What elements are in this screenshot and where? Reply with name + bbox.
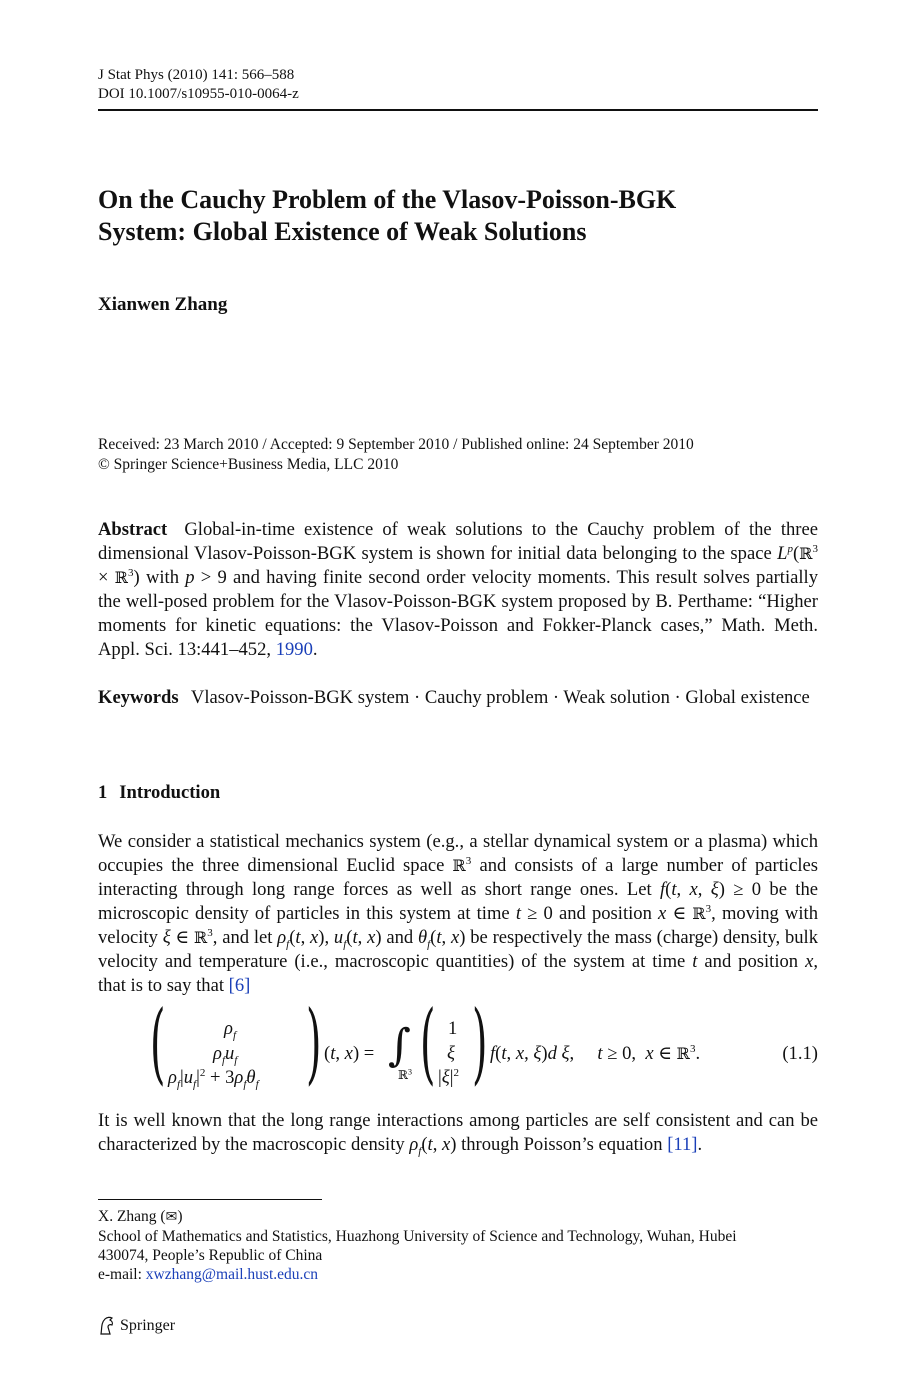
springer-horse-icon: [98, 1316, 116, 1336]
author-footnote: X. Zhang (✉) School of Mathematics and Statistics, Huazhong University of Science and Technology, Wuhan, Hubei 430074, People’s Republic of China e-mail: xwzhang@mail.hust.edu.cn: [98, 1207, 818, 1284]
right-paren-2: ): [472, 991, 488, 1094]
lp-space-formula: $L^p(ℝ^3$ × ℝ$^3$): [98, 542, 818, 588]
poisson-paragraph: It is well known that the long range interactions among particles are self consistent and can be characterized by the macroscopic density $\rho_f(t$, x) through Poisson’s equation [11].: [98, 1110, 818, 1158]
journal-citation: J Stat Phys (2010) 141: 566–588: [98, 67, 295, 83]
article-title: On the Cauchy Problem of the Vlasov-Poisson-BGK System: Global Existence of Weak Solutions: [98, 185, 677, 246]
springer-logo: [98, 1316, 175, 1336]
envelope-icon: ✉: [165, 1209, 178, 1225]
section-title: Introduction: [119, 782, 221, 803]
abstract: Abstract Global-in-time existence of weak solutions to the Cauchy problem of the three dimensional Vlasov-Poisson-BGK system is shown for initial data belonging to the space $L^p(ℝ^3$ × ℝ$^3$) with p > 9 and having finite second order velocity moments. This result solves partially the well-posed problem for the Vlasov-Poisson-BGK system proposed by B. Perthame: “Higher moments for kinetic equations: the Vlasov-Poisson and Fokker-Planck cases,” Math. Meth. Appl. Sci. 13:441–452, 1990.: [98, 519, 819, 660]
reference-11-link[interactable]: [11]: [667, 1134, 698, 1155]
footnote-rule: [98, 1199, 322, 1200]
keywords: [98, 686, 818, 710]
author-name: Xianwen Zhang: [98, 294, 228, 315]
publisher-name: Springer: [120, 1317, 176, 1334]
integral-sign: ∫: [388, 1020, 411, 1071]
equation-number: (1.1): [782, 1043, 818, 1064]
copyright-line: © Springer Science+Business Media, LLC 2010: [98, 456, 399, 473]
affiliation: School of Mathematics and Statistics, Huazhong University of Science and Technology, Wuhan, Hubei: [98, 1228, 737, 1245]
equation-1-1: ( $\rho_f$ $\rho_fu_f$ $\rho_f|u_f|^2 + 3\rho_f\theta_f$ ) (t, x) = ∫ ℝ$^3$ ( 1 ξ $|\xi|^2$ ) f(t, x, ξ)d ξ, t ≥ 0, x ∈ ℝ$^3$. (1.1): [150, 991, 818, 1094]
keywords-list: Vlasov-Poisson-BGK system · Cauchy problem · Weak solution · Global existence: [190, 687, 810, 708]
doi: DOI 10.1007/s10955-010-0064-z: [98, 86, 299, 102]
section-heading: [98, 782, 818, 804]
journal-header: [98, 66, 818, 104]
section-number: 1: [98, 782, 108, 803]
left-paren-2: (: [420, 991, 436, 1094]
received-line: Received: 23 March 2010 / Accepted: 9 September 2010 / Published online: 24 September 2010: [98, 436, 694, 453]
left-paren: (: [150, 991, 166, 1094]
keywords-label: Keywords: [98, 687, 179, 708]
abstract-label: Abstract: [98, 519, 168, 540]
header-rule: [98, 109, 818, 111]
right-paren: ): [306, 991, 322, 1094]
publication-dates: [98, 435, 818, 475]
reference-6-link[interactable]: [6]: [228, 975, 251, 996]
p-condition: p: [185, 567, 195, 588]
year-link[interactable]: 1990: [275, 639, 313, 660]
intro-paragraph: We consider a statistical mechanics system (e.g., a stellar dynamical system or a plasma) which occupies the three dimensional Euclid space ℝ$^3$ and consists of a large number of particles interacting through long range forces as well as short range ones. Let f(t, x, ξ) ≥ 0 be the microscopic density of particles in this system at time t ≥ 0 and position x ∈ ℝ$^3$, moving with velocity ξ ∈ ℝ$^3$, and let $\rho_f(t$, x), $u_f(t$, x) and $\theta_f(t$, x) be respectively the mass (charge) density, bulk velocity and temperature (i.e., macroscopic quantities) of the system at time t and position x, that is to say that [6]: [98, 831, 819, 996]
email-link[interactable]: xwzhang@mail.hust.edu.cn: [145, 1266, 319, 1283]
